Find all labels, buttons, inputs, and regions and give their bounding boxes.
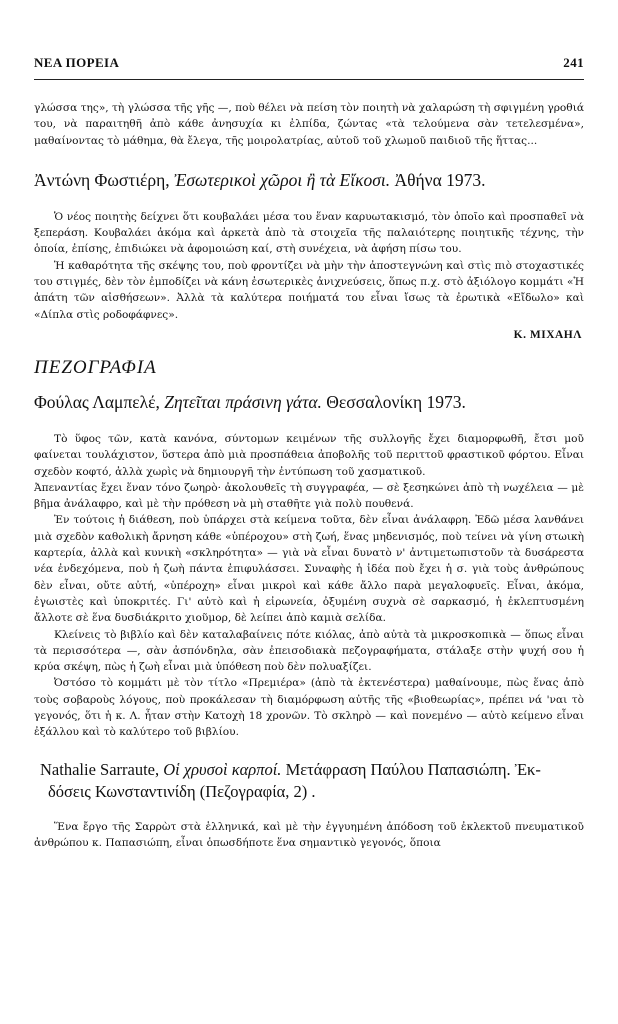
review3-title: Οἱ χρυσοὶ καρποί. (163, 759, 282, 779)
review3-heading (40, 759, 584, 803)
review1-paragraph: Ὁ νέος ποιητὴς δείχνει ὅτι κουβαλάει μέσα του ἕναν καρυωτακισμό, τὸν ὁποῖο καὶ προσπαθεῖ νὰ ξεπεράση. Κουβαλάει ἀκόμα καὶ ἀρκετὰ ἀπὸ τὰ στοιχεῖα τῆς παλαιότερης ποιητικῆς τέχνης, τὴν ὁποία, ἐπίσης, ἐπιδιώκει νὰ ἀφομοιώση καί, στὴ συνέχεια, νὰ ἀφήση πίσω του. (34, 210, 584, 256)
journal-name: ΝΕΑ ΠΟΡΕΙΑ (34, 55, 120, 70)
review2-paragraph: Ὀστόσο τὸ κομμάτι μὲ τὸν τίτλο «Πρεμιέρα» (ἀπὸ τὰ ἐκτενέστερα) μαθαίνουμε, πὼς ἕνας ἀπὸ τοὺς σοβαροὺς λόγους, ποὺ προκάλεσαν τὴ διαμόρφωση αὐτῆς τῆς «βιοθεωρίας», πρέπει νά 'ναι τὸ γεγονός, ὅτι ἡ κ. Λ. ἦταν στὴν Κατοχὴ 18 χρονῶν. Τὸ σκληρὸ — καὶ πονεμένο — αὐτὸ κείμενο εἶναι ἐξάλλου καὶ τὸ καλύτερο τοῦ βιβλίου. (34, 677, 584, 739)
review1-paragraph: Ἡ καθαρότητα τῆς σκέψης του, ποὺ φροντίζει νὰ μὴν τὴν ἀποστεγνώνη καὶ στὶς πιὸ στοχαστικές του στιγμές, δὲν τὸν ἐμποδίζει νὰ κάνη ἐσωτερικὲς ἀνιχνεύσεις, ὅπως π.χ. στὸ ἀξιόλογο κομμάτι «Ἡ ἀπάτη τῶν αἰσθήσεων». Ἀλλὰ τὰ καλύτερα ποιήματά του εἶναι ἴσως τὰ ἐρωτικὰ «Εἴδωλο» καὶ «Δίπλα στὶς ροδοφάφνες». (34, 259, 584, 321)
review3-publication: Μετάφραση Παύλου Παπασιώπη. Ἐκ- (285, 759, 541, 779)
review2-paragraph: Τὸ ὕφος τῶν, κατὰ κανόνα, σύντομων κειμένων τῆς συλλογῆς ἔχει διαμορφωθῆ, ἔτσι μοῦ φαίνεται τουλάχιστον, ὕστερα ἀπὸ μιὰ προσπάθεια ἀποβολῆς τοῦ περιττοῦ φραστικοῦ φόρτου. Εἶναι σχεδὸν κοφτό, ἀλλὰ χωρὶς νὰ δημιουργῆ τὴν ἐντύπωση τοῦ χασματικοῦ. (34, 432, 584, 478)
review2-paragraph: Ἐν τούτοις ἡ διάθεση, ποὺ ὑπάρχει στὰ κείμενα τοῦτα, δὲν εἶναι ἀνάλαφρη. Ἐδῶ μέσα λανθάνει μιὰ σχεδὸν καθολικὴ ἄρνηση κάθε «ὑπέροχου» στὴ ζωή, ἕνας μηδενισμός, ποὺ τείνει νὰ γίνη στωικὴ καρτερία, ἀλλὰ καὶ κυνικὴ «σκληρότητα» — γιὰ νὰ εἶναι δυνατὸ ν' ἀντιμετωπιστοῦν τὰ δυσάρεστα νέα ἐνδεχόμενα, ποὺ ἡ ζωὴ πάντα ἐπιφυλάσσει. Συναφὴς ἡ ἰδέα ποὺ ἔχει ἡ σ. γιὰ τοὺς ἀνθρώπους δὲν εἶναι, οὔτε αὐτή, «ὑπέροχη» εἶναι μικροὶ καὶ κάθε ἄλλο παρὰ μεγαλοφυεῖς. Εἶναι, ἀκόμα, ἐγωιστὲς καὶ ὑποκριτές. Γι' αὐτὸ καὶ ἡ εἰρωνεία, ὀξυμένη συχνὰ σὲ σαρκασμό, ἡ ἐκλεπτυσμένη ἄλλοτε σὲ ἕνα δυσδιάκριτο χιοῦμορ, δὲ λείπει ἀπὸ καμιὰ σελίδα. (34, 514, 584, 625)
review3-publisher: δόσεις Κωνσταντινίδη (Πεζογραφία, 2) . (48, 781, 316, 801)
review1-place: Ἀθήνα 1973. (394, 169, 486, 190)
review2-heading (34, 391, 584, 413)
review2-paragraph: Ἀπεναντίας ἔχει ἕναν τόνο ζωηρὸ· ἀκολουθεῖς τὴ συγγραφέα, — σὲ ξεσηκώνει ἀπὸ τὴ νωχέλεια — μὲ βῆμα ἀνάλαφρο, καὶ μὲ τὴν πρόθεση νὰ μὴ σταθῆτε γιὰ πολὺ πουθενά. (34, 481, 584, 511)
review3-author: Nathalie Sarraute, (40, 759, 160, 779)
running-header (34, 55, 584, 71)
page-number: 241 (563, 55, 584, 70)
section-title: ΠΕΖΟΓΡΑΦΙΑ (34, 356, 157, 378)
review1-heading (34, 169, 584, 191)
review2-author: Φούλας Λαμπελέ, (34, 391, 160, 412)
review1-signature: Κ. ΜΙΧΑΗΛ (513, 328, 582, 341)
review2-place: Θεσσαλονίκη 1973. (326, 391, 466, 412)
intro-paragraph: γλώσσα της», τὴ γλώσσα τῆς γῆς —, ποὺ θέλει νὰ πείση τὸν ποιητὴ νὰ χαλαρώση τὴ σφιγμένη γροθιά του, νὰ παραιτηθῆ ἀπὸ κάθε ἀνησυχία κι ἐλπίδα, ζώντας «τὰ τελούμενα σὰν τετελεσμένα», μαθαίνοντας τὸ μάθημα, θὰ ἔλεγα, τῆς μοιρολατρίας, αὐτοῦ τοῦ χλωμοῦ παιδιοῦ τῆς ἥττας... (34, 102, 584, 147)
review3-paragraph: Ἕνα ἔργο τῆς Σαρρὼτ στὰ ἑλληνικά, καὶ μὲ τὴν ἐγγυημένη ἀπόδοση τοῦ ἐκλεκτοῦ πνευματικοῦ ἀνθρώπου κ. Παπασιώπη, εἶναι ὁπωσδήποτε ἕνα σημαντικὸ γεγονός, ὅποια (34, 820, 584, 849)
review2-paragraph: Κλείνεις τὸ βιβλίο καὶ δὲν καταλαβαίνεις πότε κιόλας, ἀπὸ αὐτὰ τὰ μικροσκοπικὰ — ὅπως εἶναι τὰ περισσότερα —, σὰν ἀσπόνδηλα, σὰν ἐπεισοδιακὰ πεζογραφήματα, στάλαξε στὴν ψυχή σου ἡ κρύα σκέψη, πὼς ἡ ζωὴ εἶναι μιὰ ὑπόθεση ποὺ δὲν πολυαξίζει. (34, 628, 584, 674)
review1-title: Ἐσωτερικοὶ χῶροι ἢ τὰ Εἴκοσι. (174, 169, 391, 190)
review1-author: Ἀντώνη Φωστιέρη, (34, 169, 170, 190)
review2-title: Ζητεῖται πράσινη γάτα. (164, 391, 322, 412)
header-rule (34, 79, 584, 80)
